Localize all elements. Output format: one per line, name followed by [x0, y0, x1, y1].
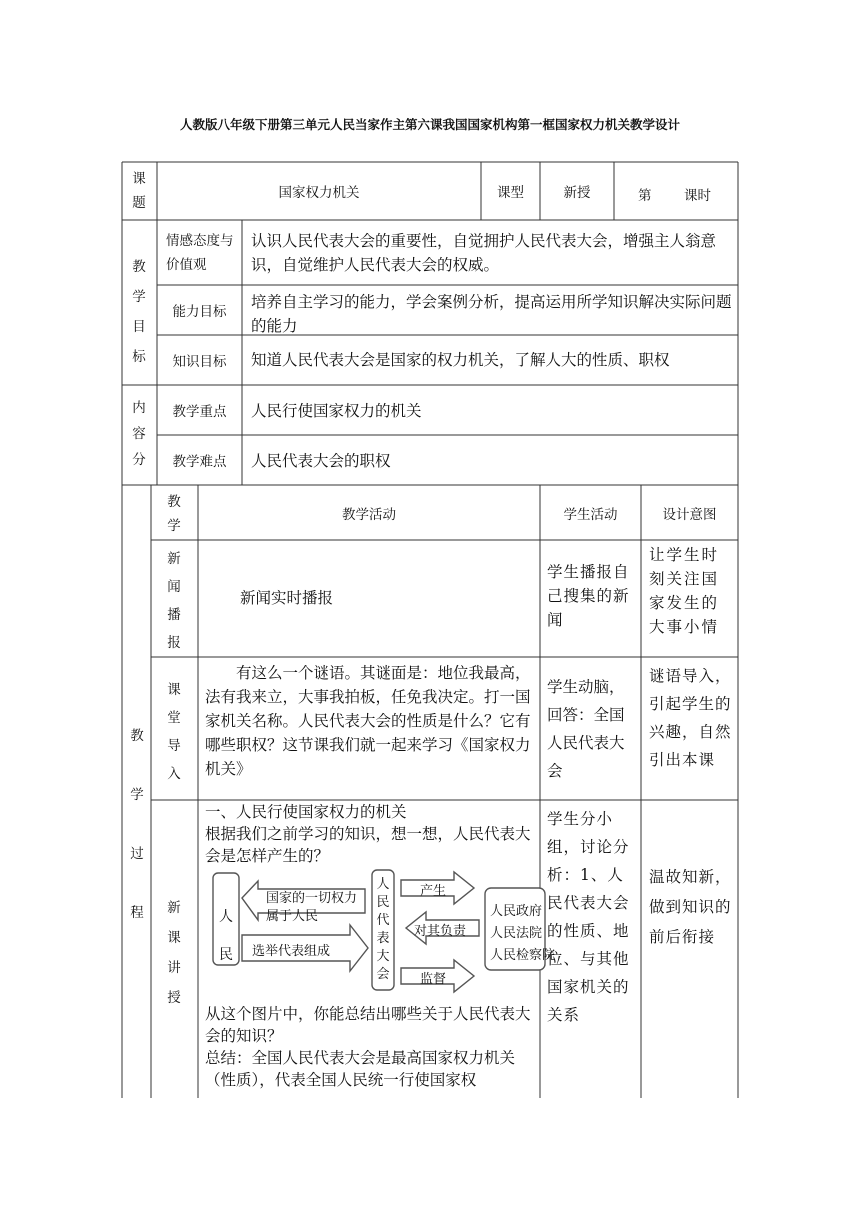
lesson-summary: 总结：全国人民代表大会是最高国家权力机关（性质），代表全国人民统一行使国家权 — [205, 1049, 516, 1089]
diagram-arrow-power: 国家的一切权力属于人民 — [266, 891, 358, 924]
process-header-student: 学生活动 — [563, 506, 618, 523]
news-intent: 让学生时刻关注国家发生的大事小情 — [649, 546, 720, 636]
diagram-organ-procuratorate: 人民检察院 — [490, 948, 556, 963]
diagram-arrow-supervise: 监督 — [420, 972, 447, 987]
news-step-label: 新闻播报 — [167, 551, 181, 651]
goal-label-attitude: 情感态度与价值观 — [166, 233, 234, 273]
goal-label-ability: 能力目标 — [172, 304, 227, 320]
intro-step-label: 课堂导入 — [167, 682, 181, 782]
key-point-text: 人民行使国家权力的机关 — [251, 402, 422, 420]
intro-student: 学生动脑，回答：全国人民代表大会 — [547, 678, 625, 780]
news-activity: 新闻实时播报 — [240, 589, 334, 607]
diagram-organ-court: 人民法院 — [490, 926, 543, 941]
document-title: 人教版八年级下册第三单元人民当家作主第六课我国国家机构第一框国家权力机关教学设计 — [179, 117, 680, 132]
lesson-step-label: 新课讲授 — [167, 900, 181, 1006]
process-header-intent: 设计意图 — [662, 506, 717, 523]
key-point-label: 教学重点 — [172, 404, 227, 420]
goal-text-attitude: 认识人民代表大会的重要性，自觉拥护人民代表大会，增强主人翁意识，自觉维护人民代表大会的权威。 — [251, 232, 717, 274]
news-student: 学生播报自己搜集的新闻 — [547, 563, 630, 629]
diagram-people: 人民 — [219, 909, 233, 963]
diagram-congress: 人民代表大会 — [376, 877, 390, 982]
topic-label: 课题 — [132, 171, 146, 211]
lesson-follow-up: 从这个图片中，你能总结出哪些关于人民代表大会的知识？ — [205, 1005, 531, 1045]
period-prefix: 第 — [638, 188, 652, 204]
goal-text-ability: 培养自主学习的能力，学会案例分析，提高运用所学知识解决实际问题的能力 — [251, 293, 732, 335]
diagram-organ-government: 人民政府 — [490, 904, 543, 919]
diagram-arrow-elect: 选举代表组成 — [252, 944, 331, 959]
goals-label: 教学目标 — [132, 259, 146, 365]
process-header-activity: 教学活动 — [342, 506, 396, 523]
difficulty-label: 教学难点 — [172, 454, 227, 470]
topic-value: 国家权力机关 — [278, 185, 360, 201]
process-header-step: 教学 — [167, 494, 181, 534]
lesson-type-label: 课型 — [497, 185, 524, 201]
intro-intent: 谜语导入，引起学生的兴趣，自然引出本课 — [649, 667, 732, 769]
lesson-type-value: 新授 — [563, 185, 591, 201]
difficulty-text: 人民代表大会的职权 — [251, 452, 391, 470]
diagram-arrow-produce: 产生 — [420, 884, 447, 899]
intro-activity: 有这么一个谜语。其谜面是：地位我最高，法有我来立，大事我拍板，任免我决定。打一国家机关名称。人民代表大会的性质是什么？它有哪些职权？这节课我们就一起来学习《国家权力机关》 — [205, 664, 531, 778]
diagram-arrow-responsible: 对其负责 — [414, 924, 467, 939]
lesson-question: 根据我们之前学习的知识，想一想，人民代表大会是怎样产生的？ — [205, 825, 531, 865]
process-label: 教学过程 — [130, 728, 144, 921]
content-label: 内容分 — [132, 400, 146, 468]
congress-diagram — [198, 868, 556, 1000]
lesson-intent: 温故知新，做到知识的前后衔接 — [649, 868, 732, 946]
lesson-student: 学生分小组，讨论分析：1、人民代表大会的性质、地位、与其他国家机关的关系 — [547, 810, 630, 1024]
period-suffix: 课时 — [684, 188, 711, 204]
lesson-section-title: 一、人民行使国家权力的机关 — [205, 803, 407, 821]
goal-text-knowledge: 知道人民代表大会是国家的权力机关，了解人大的性质、职权 — [251, 351, 670, 369]
goal-label-knowledge: 知识目标 — [172, 354, 227, 370]
